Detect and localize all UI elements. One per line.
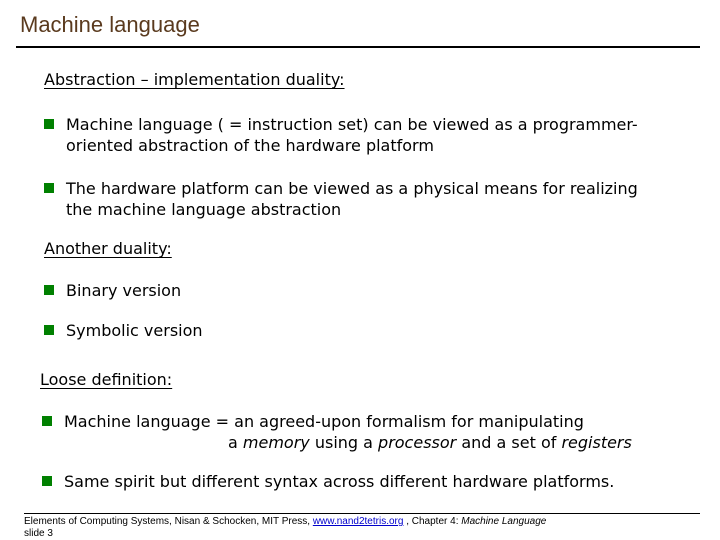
bullet-item (42, 471, 614, 492)
bullet-line: oriented abstraction of the hardware platform (66, 136, 434, 155)
section-heading-abstraction: Abstraction – implementation duality: (44, 70, 345, 89)
bullet-square-icon (44, 285, 54, 295)
bullet-square-icon (44, 119, 54, 129)
bullet-item (44, 114, 638, 156)
definition-line: Machine language = an agreed-upon formalism for manipulating (64, 412, 584, 431)
bullet-square-icon (44, 183, 54, 193)
definition-line: a memory using a processor and a set of registers (228, 433, 632, 452)
term-registers: registers (561, 433, 632, 452)
bullet-text (66, 114, 638, 156)
bullet-item (42, 411, 632, 453)
footer-chapter: Machine Language (461, 516, 547, 527)
bullet-text: Binary version (66, 281, 182, 300)
bullet-text (66, 178, 638, 220)
slide-title: Machine language (20, 12, 200, 37)
term-processor: processor (378, 433, 457, 452)
bullet-item (44, 280, 181, 301)
bullet-line: Machine language ( = instruction set) can be viewed as a programmer- (66, 115, 638, 134)
slide-number: slide 3 (24, 528, 53, 539)
footer-link[interactable]: www.nand2tetris.org (312, 516, 404, 527)
bullet-line: The hardware platform can be viewed as a physical means for realizing (66, 179, 638, 198)
footer (24, 516, 546, 540)
bullet-text: Symbolic version (66, 321, 203, 340)
section-heading-definition: Loose definition: (40, 370, 173, 389)
bullet-square-icon (42, 476, 52, 486)
section-heading-duality: Another duality: (44, 239, 172, 258)
bullet-text: Same spirit but different syntax across different hardware platforms. (64, 472, 615, 491)
bullet-square-icon (44, 325, 54, 335)
bullet-text (64, 411, 632, 453)
bullet-square-icon (42, 416, 52, 426)
bullet-item (44, 320, 203, 341)
bullet-line: the machine language abstraction (66, 200, 342, 219)
footer-credit: Elements of Computing Systems, Nisan & Schocken, MIT Press, (24, 516, 313, 527)
term-memory: memory (242, 433, 310, 452)
footer-chapter-prefix: , Chapter 4: (403, 516, 462, 527)
title-divider (16, 46, 700, 48)
footer-divider (24, 513, 700, 514)
bullet-item (44, 178, 638, 220)
